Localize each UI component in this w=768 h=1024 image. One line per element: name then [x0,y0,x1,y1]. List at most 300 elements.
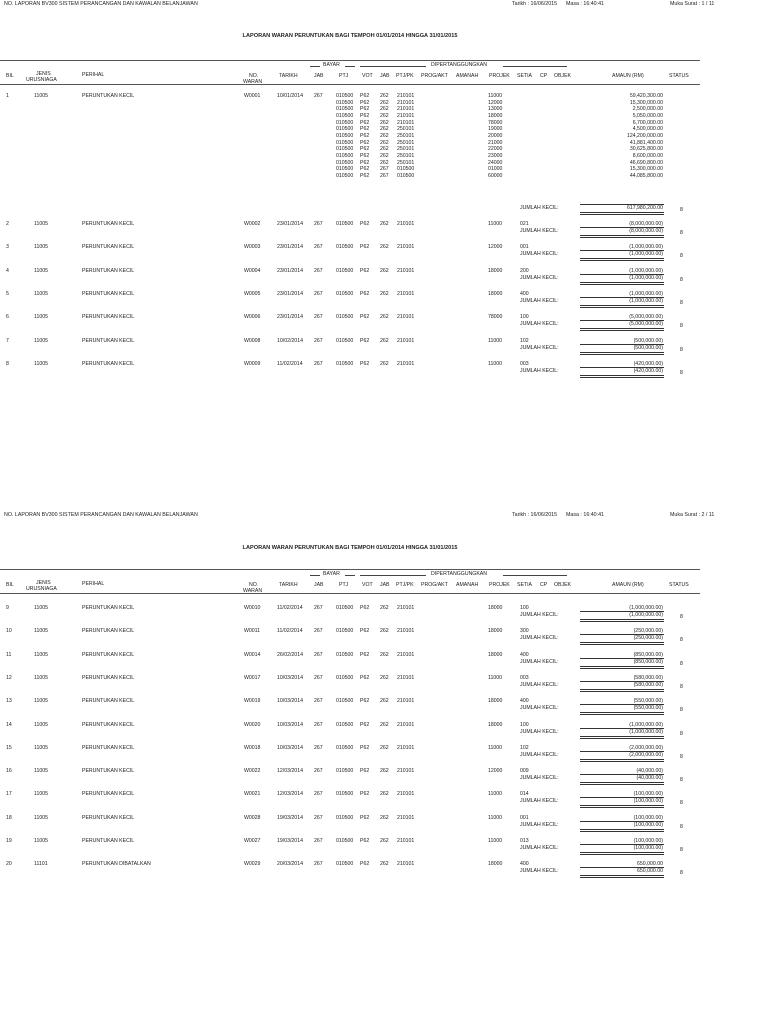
row-ptjpk: 210101 [397,244,415,251]
row-vot: P62 [360,768,370,775]
row-perihal: PERUNTUKAN KECIL [82,838,135,844]
line-jab: 262 [380,106,389,113]
row-jenis: 11005 [34,814,49,821]
row-jab2: 262 [380,721,389,728]
row-ptjpk: 210101 [397,221,415,227]
subtotal-label: JUMLAH KECIL: [520,728,559,735]
subtotal-amount: (1,000,000.00) [629,274,663,281]
line-ptj: 010500 [336,132,354,139]
row-status: 8 [680,207,683,213]
subtotal-double-rule [580,235,664,236]
row-amanah: 11000 [488,744,503,751]
row-waran: W0020 [244,721,261,728]
subtotal-double-rule [580,736,664,737]
subtotal-double-rule [580,642,664,643]
row-bil: 5 [6,290,9,297]
line-ptjpk: 210101 [397,106,415,113]
line-ptj: 010500 [336,106,354,113]
line-amanah: 78000 [488,119,503,126]
row-jab: 267 [314,838,323,844]
row-bil: 11 [6,651,12,658]
subtotal-double-rule [580,352,664,353]
row-tarikh: 20/03/2014 [277,861,303,868]
row-perihal: PERUNTUKAN KECIL [82,698,135,705]
subtotal-label: JUMLAH KECIL: [520,845,559,851]
col-header-ptjpk: PTJ/PK [396,582,414,588]
row-perihal: PERUNTUKAN KECIL [82,267,135,274]
subtotal-double-rule [580,807,664,808]
row-amaun: (8,000,000.00) [629,221,663,227]
line-ptj: 010500 [336,119,354,126]
row-jab2: 262 [380,244,389,251]
line-jab: 262 [380,139,389,146]
row-tarikh: 11/02/2014 [277,360,303,367]
bayar-group-label: BAYAR [323,571,340,577]
subtotal-label: JUMLAH KECIL: [520,228,559,234]
col-header-setia: SETIA [517,73,532,79]
row-tarikh: 10/03/2014 [277,674,303,681]
col-header-urusniaga: URUSNIAGA [26,586,57,592]
dipertanggungkan-group-label: DIPERTANGGUNGKAN [431,62,488,68]
row-tarikh: 23/01/2014 [277,267,303,274]
subtotal-double-rule [580,212,664,213]
line-amaun: 124,200,000.00 [626,132,663,139]
col-header-urusniaga: URUSNIAGA [26,77,57,83]
row-amaun: (250,000.00) [633,628,663,635]
row-jab: 267 [314,814,323,821]
subtotal-label: JUMLAH KECIL: [520,367,559,374]
row-setia: 102 [520,337,529,344]
row-setia: 009 [520,768,529,775]
row-ptjpk: 210101 [397,628,415,635]
subtotal-double-rule [580,307,664,308]
row-jenis: 11005 [34,838,49,844]
line-vot: P62 [360,166,370,173]
row-jab2: 262 [380,628,389,635]
line-jab: 262 [380,132,389,139]
row-ptjpk: 210101 [397,768,415,775]
row-amanah: 18000 [488,651,503,658]
col-header-progakt: PROG/AKT [421,73,448,79]
row-jenis: 11005 [34,267,49,274]
row-status: 8 [680,823,683,830]
line-ptjpk: 210101 [397,119,415,126]
row-bil: 14 [6,721,12,728]
row-amaun: (100,000.00) [633,791,663,798]
subtotal-amount: (1,000,000.00) [629,251,663,258]
row-perihal: PERUNTUKAN KECIL [82,814,135,821]
line-amaun: 15,300,000.00 [629,166,663,173]
row-vot: P62 [360,337,370,344]
subtotal-label: JUMLAH KECIL: [520,205,559,211]
line-ptjpk: 210101 [397,93,415,99]
line-amanah: 24000 [488,159,503,166]
row-status: 8 [680,276,683,283]
subtotal-double-rule [580,854,664,855]
row-amaun: (1,000,000.00) [629,290,663,297]
row-status: 8 [680,253,683,260]
row-ptj: 010500 [336,674,354,681]
row-bil: 16 [6,768,12,775]
row-status: 8 [680,800,683,807]
row-jab: 267 [314,651,323,658]
subtotal-double-rule [580,691,664,692]
line-amanah: 23000 [488,152,503,159]
row-ptjpk: 210101 [397,651,415,658]
header-bottom-rule [0,593,700,594]
row-status: 8 [680,847,683,853]
row-ptjpk: 210101 [397,267,415,274]
row-ptj: 010500 [336,628,354,635]
bayar-group-line [310,66,320,67]
line-jab: 267 [380,172,389,179]
row-jab: 267 [314,768,323,775]
row-vot: P62 [360,744,370,751]
line-ptjpk: 250101 [397,126,415,133]
line-amanah: 21000 [488,139,503,146]
row-perihal: PERUNTUKAN KECIL [82,221,135,227]
row-jab2: 262 [380,605,389,611]
row-amanah: 11000 [488,814,503,821]
row-ptjpk: 210101 [397,698,415,705]
row-ptj: 010500 [336,791,354,798]
row-ptjpk: 210101 [397,838,415,844]
row-ptjpk: 210101 [397,290,415,297]
row-jab2: 262 [380,267,389,274]
row-bil: 19 [6,838,12,844]
line-vot: P62 [360,172,370,179]
subtotal-double-rule [580,330,664,331]
row-perihal: PERUNTUKAN KECIL [82,744,135,751]
row-amanah: 18000 [488,267,503,274]
col-header-waran: WARAN [243,588,263,594]
row-setia: 100 [520,605,529,611]
row-tarikh: 19/03/2014 [277,838,303,844]
row-setia: 102 [520,744,529,751]
row-ptjpk: 210101 [397,674,415,681]
col-header-ptj: PTJ [339,73,349,79]
report-title: LAPORAN WARAN PERUNTUKAN BAGI TEMPOH 01/01/2014 HINGGA 31/01/2015 [242,545,458,551]
line-amanah: 13000 [488,106,503,113]
subtotal-amount: (100,000.00) [633,798,663,805]
line-amanah: 19000 [488,126,503,133]
row-ptjpk: 210101 [397,814,415,821]
line-ptj: 010500 [336,172,354,179]
line-amaun: 44,085,800.00 [629,172,663,179]
row-setia: 021 [520,221,529,227]
row-jab: 267 [314,698,323,705]
row-amaun: (1,000,000.00) [629,605,663,611]
row-perihal: PERUNTUKAN KECIL [82,605,135,611]
row-jenis: 11005 [34,628,49,635]
line-ptj: 010500 [336,166,354,173]
row-setia: 400 [520,861,529,868]
row-amaun: (1,000,000.00) [629,267,663,274]
report-number-label: NO. LAPORAN BV300 SISTEM PERANCANGAN DAN KAWALAN BELANJAWAN [4,1,198,7]
row-ptj: 010500 [336,744,354,751]
row-jenis: 11005 [34,791,49,798]
row-waran: W0005 [244,290,261,297]
col-header-amanah: AMANAH [456,73,479,79]
row-jab2: 262 [380,651,389,658]
row-jab2: 262 [380,861,389,868]
row-jenis: 11005 [34,290,49,297]
row-tarikh: 23/01/2014 [277,244,303,251]
bayar-group-line [310,575,320,576]
row-ptjpk: 210101 [397,605,415,611]
row-waran: W0019 [244,698,261,705]
line-vot: P62 [360,99,370,106]
row-jenis: 11005 [34,244,49,251]
line-amaun: 15,300,000.00 [629,99,663,106]
subtotal-double-rule [580,668,664,669]
row-jab2: 262 [380,698,389,705]
row-tarikh: 10/02/2014 [277,337,303,344]
row-status: 8 [680,707,683,714]
subtotal-double-rule [580,377,664,378]
row-jenis: 11005 [34,93,49,99]
row-tarikh: 11/02/2014 [277,628,303,635]
row-status: 8 [680,614,683,620]
row-status: 8 [680,683,683,690]
line-ptj: 010500 [336,112,354,119]
line-ptjpk: 250101 [397,139,415,146]
row-setia: 014 [520,791,529,798]
row-jab: 267 [314,244,323,251]
row-bil: 18 [6,814,12,821]
line-jab: 262 [380,93,389,99]
row-perihal: PERUNTUKAN KECIL [82,337,135,344]
line-ptj: 010500 [336,146,354,153]
row-perihal: PERUNTUKAN DIBATALKAN [82,861,151,868]
line-vot: P62 [360,126,370,133]
col-header-amaun: AMAUN (RM) [612,73,644,79]
row-amanah: 18000 [488,698,503,705]
row-amanah: 11000 [488,221,503,227]
page-header [0,1,768,11]
col-header-no: NO. [249,73,259,79]
row-bil: 10 [6,628,12,635]
row-jab: 267 [314,93,323,99]
row-tarikh: 23/01/2014 [277,314,303,321]
subtotal-double-rule [580,666,664,667]
row-jenis: 11005 [34,651,49,658]
row-vot: P62 [360,360,370,367]
col-header-projek: PROJEK [489,73,510,79]
line-jab: 262 [380,99,389,106]
row-waran: W0022 [244,768,261,775]
row-waran: W0029 [244,861,261,868]
row-jab2: 262 [380,221,389,227]
subtotal-amount: (5,000,000.00) [629,321,663,328]
subtotal-label: JUMLAH KECIL: [520,658,559,665]
row-tarikh: 10/03/2014 [277,698,303,705]
line-jab: 262 [380,152,389,159]
row-ptj: 010500 [336,605,354,611]
subtotal-double-rule [580,877,664,878]
row-amaun: (1,000,000.00) [629,244,663,251]
row-ptj: 010500 [336,814,354,821]
subtotal-amount: 617,980,200.00 [626,205,663,211]
col-header-tarikh: TARIKH [279,582,298,588]
row-setia: 400 [520,290,529,297]
row-ptj: 010500 [336,768,354,775]
report-title: LAPORAN WARAN PERUNTUKAN BAGI TEMPOH 01/01/2014 HINGGA 31/01/2015 [242,33,458,39]
report-number-label: NO. LAPORAN BV300 SISTEM PERANCANGAN DAN KAWALAN BELANJAWAN [4,512,198,518]
subtotal-double-rule [580,875,664,876]
subtotal-double-rule [580,260,664,261]
bayar-group-line [345,575,355,576]
subtotal-label: JUMLAH KECIL: [520,868,559,875]
col-header-bil: BIL [6,582,14,588]
row-tarikh: 12/03/2014 [277,791,303,798]
row-jab2: 262 [380,360,389,367]
row-jab: 267 [314,721,323,728]
col-header-objek: OBJEK [554,73,572,79]
col-header-status: STATUS [669,73,689,79]
row-jab: 267 [314,314,323,321]
subtotal-label: JUMLAH KECIL: [520,751,559,758]
line-ptjpk: 010500 [397,172,415,179]
col-header-waran: WARAN [243,79,263,85]
row-status: 8 [680,777,683,784]
subtotal-label: JUMLAH KECIL: [520,251,559,258]
row-ptj: 010500 [336,244,354,251]
col-header-amaun: AMAUN (RM) [612,582,644,588]
subtotal-label: JUMLAH KECIL: [520,635,559,642]
row-jenis: 11005 [34,221,49,227]
row-perihal: PERUNTUKAN KECIL [82,93,135,99]
row-amanah: 18000 [488,721,503,728]
line-vot: P62 [360,139,370,146]
subtotal-double-rule [580,258,664,259]
row-tarikh: 11/02/2014 [277,605,303,611]
row-vot: P62 [360,814,370,821]
row-bil: 1 [6,93,9,99]
row-vot: P62 [360,721,370,728]
row-ptj: 010500 [336,267,354,274]
row-status: 8 [680,323,683,330]
line-ptj: 010500 [336,99,354,106]
row-bil: 7 [6,337,9,344]
row-waran: W0011 [244,628,261,635]
row-tarikh: 10/03/2014 [277,744,303,751]
row-bil: 17 [6,791,12,798]
subtotal-label: JUMLAH KECIL: [520,775,559,782]
row-perihal: PERUNTUKAN KECIL [82,791,135,798]
row-vot: P62 [360,674,370,681]
bayar-group-line [345,66,355,67]
report-page-2 [0,512,768,1024]
subtotal-double-rule [580,784,664,785]
line-amanah: 18000 [488,112,503,119]
subtotal-amount: (1,000,000.00) [629,728,663,735]
subtotal-label: JUMLAH KECIL: [520,274,559,281]
row-ptj: 010500 [336,314,354,321]
row-status: 8 [680,660,683,667]
row-status: 8 [680,730,683,737]
subtotal-double-rule [580,214,664,215]
subtotal-label: JUMLAH KECIL: [520,821,559,828]
line-ptjpk: 250101 [397,132,415,139]
row-jab: 267 [314,791,323,798]
subtotal-amount: (100,000.00) [633,845,663,851]
row-waran: W0017 [244,674,261,681]
row-jenis: 11005 [34,744,49,751]
subtotal-label: JUMLAH KECIL: [520,681,559,688]
row-ptjpk: 210101 [397,314,415,321]
line-amanah: 12000 [488,99,503,106]
subtotal-double-rule [580,644,664,645]
row-vot: P62 [360,314,370,321]
subtotal-amount: (40,000.00) [636,775,663,782]
dipertanggungkan-group-line [360,66,426,67]
row-status: 8 [680,870,683,877]
row-amaun: (550,000.00) [633,698,663,705]
line-vot: P62 [360,132,370,139]
col-header-ptjpk: PTJ/PK [396,73,414,79]
row-amanah: 11000 [488,360,503,367]
row-perihal: PERUNTUKAN KECIL [82,651,135,658]
page-number: Muka Surat : 2 / 11 [670,512,715,518]
row-amaun: (100,000.00) [633,838,663,844]
row-waran: W0014 [244,651,261,658]
row-vot: P62 [360,698,370,705]
line-amaun: 4,500,000.00 [632,126,663,133]
subtotal-double-rule [580,759,664,760]
line-vot: P62 [360,146,370,153]
row-perihal: PERUNTUKAN KECIL [82,314,135,321]
subtotal-double-rule [580,237,664,238]
row-tarikh: 26/02/2014 [277,651,303,658]
row-status: 8 [680,230,683,236]
subtotal-double-rule [580,354,664,355]
subtotal-double-rule [580,689,664,690]
line-vot: P62 [360,119,370,126]
row-vot: P62 [360,290,370,297]
row-waran: W0027 [244,838,261,844]
row-ptj: 010500 [336,360,354,367]
row-ptj: 010500 [336,651,354,658]
line-ptjpk: 250101 [397,152,415,159]
dipertanggungkan-group-label: DIPERTANGGUNGKAN [431,571,488,577]
row-amanah: 11000 [488,674,503,681]
subtotal-amount: (850,000.00) [633,658,663,665]
row-amanah: 18000 [488,290,503,297]
row-jab2: 262 [380,744,389,751]
line-amaun: 46,690,800.00 [629,159,663,166]
line-ptj: 010500 [336,152,354,159]
subtotal-double-rule [580,621,664,622]
row-setia: 400 [520,651,529,658]
report-time: Masa : 16:40:41 [566,512,604,518]
row-amaun: (2,000,000.00) [629,744,663,751]
subtotal-label: JUMLAH KECIL: [520,297,559,304]
row-amaun: (500,000.00) [633,337,663,344]
row-amanah: 78000 [488,314,503,321]
subtotal-amount: 650,000.00 [637,868,663,875]
row-jenis: 11005 [34,674,49,681]
row-jab: 267 [314,360,323,367]
line-amanah: 01000 [488,166,503,173]
row-ptj: 010500 [336,838,354,844]
col-header-setia: SETIA [517,582,532,588]
col-header-perihal: PERIHAL [82,581,105,587]
subtotal-amount: (580,000.00) [633,681,663,688]
row-jab2: 262 [380,674,389,681]
line-ptj: 010500 [336,159,354,166]
line-vot: P62 [360,159,370,166]
